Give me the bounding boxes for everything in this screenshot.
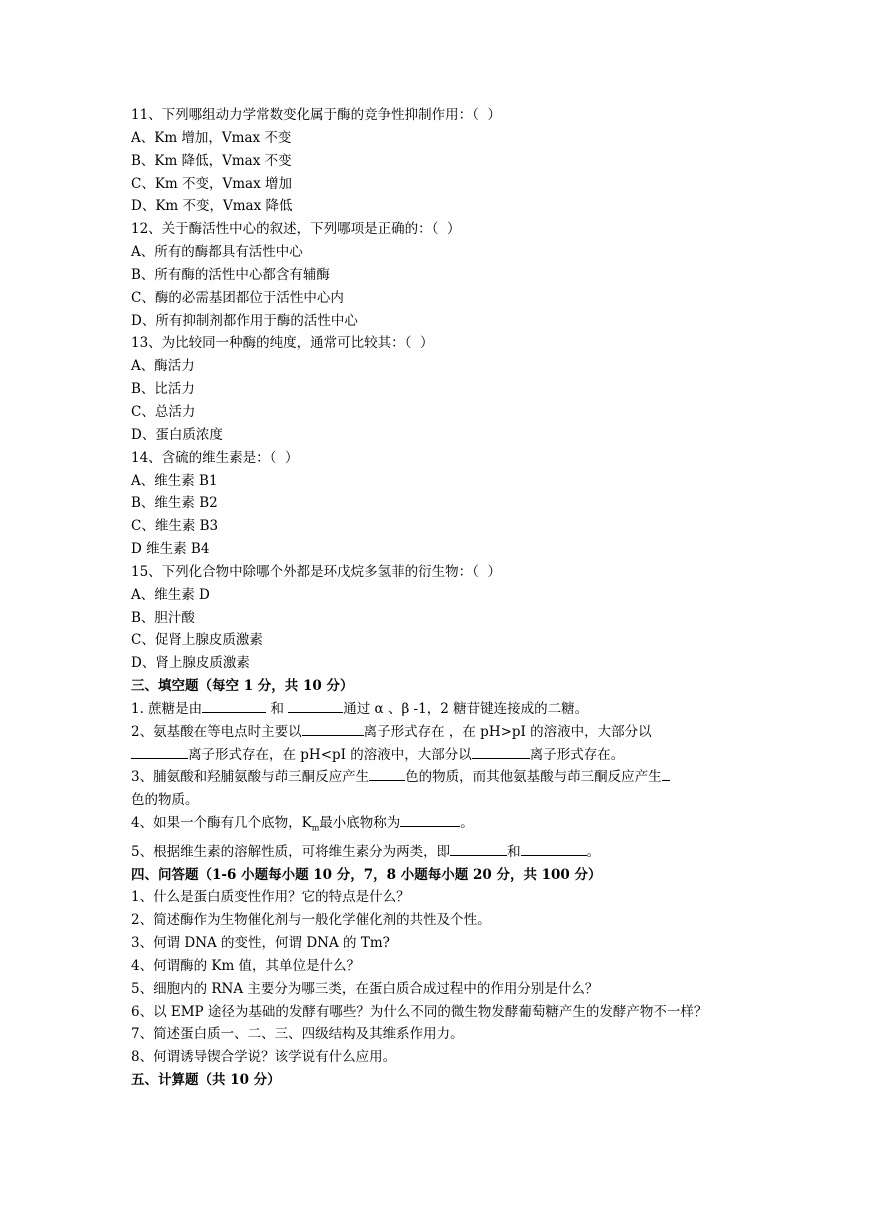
fill-q5-text-a: 5、根据维生素的溶解性质，可将维生素分为两类，即 xyxy=(131,843,451,860)
qa-question-4: 4、何谓酶的 Km 值，其单位是什么？ xyxy=(131,957,361,974)
question-11-option-a: A、Km 增加，Vmax 不变 xyxy=(131,129,292,146)
question-14-option-d: D 维生素 B4 xyxy=(131,541,210,558)
fill-q1-text-a: 1. 蔗糖是由 xyxy=(131,700,203,717)
answer-blank[interactable] xyxy=(131,744,188,759)
fill-q2-text-c: 离子形式存在，在 pH<pI 的溶液中，大部分以 xyxy=(188,746,472,763)
question-13-option-c: C、总活力 xyxy=(131,403,196,420)
fill-question-4 xyxy=(131,812,751,841)
question-12-option-b: B、所有酶的活性中心都含有辅酶 xyxy=(131,266,330,283)
question-11-stem: 11、下列哪组动力学常数变化属于酶的竞争性抑制作用：（ ） xyxy=(131,107,502,123)
question-13-stem: 13、为比较同一种酶的纯度，通常可比较其：（ ） xyxy=(131,335,434,352)
qa-question-7: 7、简述蛋白质一、二、三、四级结构及其维系作用力。 xyxy=(131,1026,464,1043)
fill-q1-text-c: 通过 α 、β -1，2 糖苷键连接成的二糖。 xyxy=(343,700,589,717)
qa-question-3: 3、何谓 DNA 的变性，何谓 DNA 的 Tm? xyxy=(131,935,390,952)
page-content xyxy=(131,104,751,1092)
question-15-option-a: A、维生素 D xyxy=(131,586,210,603)
question-12-stem: 12、关于酶活性中心的叙述，下列哪项是正确的：（ ） xyxy=(131,221,461,238)
fill-q4-text-a: 4、如果一个酶有几个底物，K xyxy=(131,815,312,832)
answer-blank[interactable] xyxy=(288,698,343,713)
answer-blank[interactable] xyxy=(450,841,507,856)
answer-blank[interactable] xyxy=(521,841,587,856)
km-subscript: m xyxy=(311,823,320,833)
qa-question-1: 1、什么是蛋白质变性作用？它的特点是什么？ xyxy=(131,889,410,906)
fill-q3-text-b: 色的物质，而其他氨基酸与茚三酮反应产生 xyxy=(405,769,662,786)
fill-q5-text-c: 。 xyxy=(586,843,601,860)
answer-blank[interactable] xyxy=(472,744,530,759)
fill-q3-text-a: 3、脯氨酸和羟脯氨酸与茚三酮反应产生 xyxy=(131,769,370,786)
fill-q4-text-b: 最小底物称为 xyxy=(319,815,401,832)
question-13-option-d: D、蛋白质浓度 xyxy=(131,426,223,443)
qa-section-heading: 四、问答题（1-6 小题每小题 10 分，7，8 小题每小题 20 分，共 100 分） xyxy=(131,866,602,883)
fill-question-5 xyxy=(131,841,751,864)
fill-q2-text-b: 离子形式存在 ，在 pH>pI 的溶液中，大部分以 xyxy=(363,723,652,740)
qa-question-8: 8、何谓诱导锲合学说？该学说有什么应用。 xyxy=(131,1049,397,1066)
answer-blank[interactable] xyxy=(662,766,670,781)
fill-q4-text-c: 。 xyxy=(460,815,474,832)
question-11-option-d: D、Km 不变，Vmax 降低 xyxy=(131,198,293,215)
qa-question-2: 2、简述酶作为生物催化剂与一般化学催化剂的共性及个性。 xyxy=(131,912,491,929)
question-14-option-a: A、维生素 B1 xyxy=(131,472,218,489)
question-14-option-b: B、维生素 B2 xyxy=(131,495,218,512)
question-11-option-b: B、Km 降低，Vmax 不变 xyxy=(131,152,292,169)
question-13-option-a: A、酶活力 xyxy=(131,358,195,375)
qa-question-6: 6、以 EMP 途径为基础的发酵有哪些？为什么不同的微生物发酵葡萄糖产生的发酵产物不一样？ xyxy=(131,1003,708,1020)
answer-blank[interactable] xyxy=(202,698,238,713)
question-14-option-c: C、维生素 B3 xyxy=(131,518,219,535)
qa-question-5: 5、细胞内的 RNA 主要分为哪三类，在蛋白质合成过程中的作用分别是什么？ xyxy=(131,980,599,997)
answer-blank-tail xyxy=(238,698,266,713)
fill-section-heading: 三、填空题（每空 1 分，共 10 分） xyxy=(131,678,354,695)
question-12-option-c: C、酶的必需基团都位于活性中心内 xyxy=(131,289,344,306)
fill-q2-text-d: 离子形式存在。 xyxy=(529,746,625,763)
answer-blank[interactable] xyxy=(302,721,364,736)
question-15-option-c: C、促肾上腺皮质激素 xyxy=(131,632,263,649)
question-15-option-b: B、胆汁酸 xyxy=(131,609,195,626)
answer-blank[interactable] xyxy=(369,766,405,781)
question-14-stem: 14、含硫的维生素是：（ ） xyxy=(131,449,299,466)
fill-q5-text-b: 和 xyxy=(507,843,521,860)
fill-question-2-line-2 xyxy=(131,744,751,767)
question-13-option-b: B、比活力 xyxy=(131,381,195,398)
fill-question-1 xyxy=(131,698,751,721)
calc-section-heading: 五、计算题（共 10 分） xyxy=(131,1072,281,1089)
question-15-option-d: D、肾上腺皮质激素 xyxy=(131,655,250,672)
fill-q2-text-a: 2、氨基酸在等电点时主要以 xyxy=(131,723,302,740)
question-12-option-a: A、所有的酶都具有活性中心 xyxy=(131,244,303,261)
fill-question-2-line-1 xyxy=(131,721,751,744)
fill-question-3-line-2: 色的物质。 xyxy=(131,792,199,809)
question-11-option-c: C、Km 不变，Vmax 增加 xyxy=(131,175,293,192)
question-15-stem: 15、下列化合物中除哪个外都是环戊烷多氢菲的衍生物：（ ） xyxy=(131,563,502,580)
fill-question-3-line-1 xyxy=(131,766,751,789)
answer-blank[interactable] xyxy=(400,812,460,827)
fill-q1-text-b: 和 xyxy=(270,700,284,717)
question-12-option-d: D、所有抑制剂都作用于酶的活性中心 xyxy=(131,312,358,329)
